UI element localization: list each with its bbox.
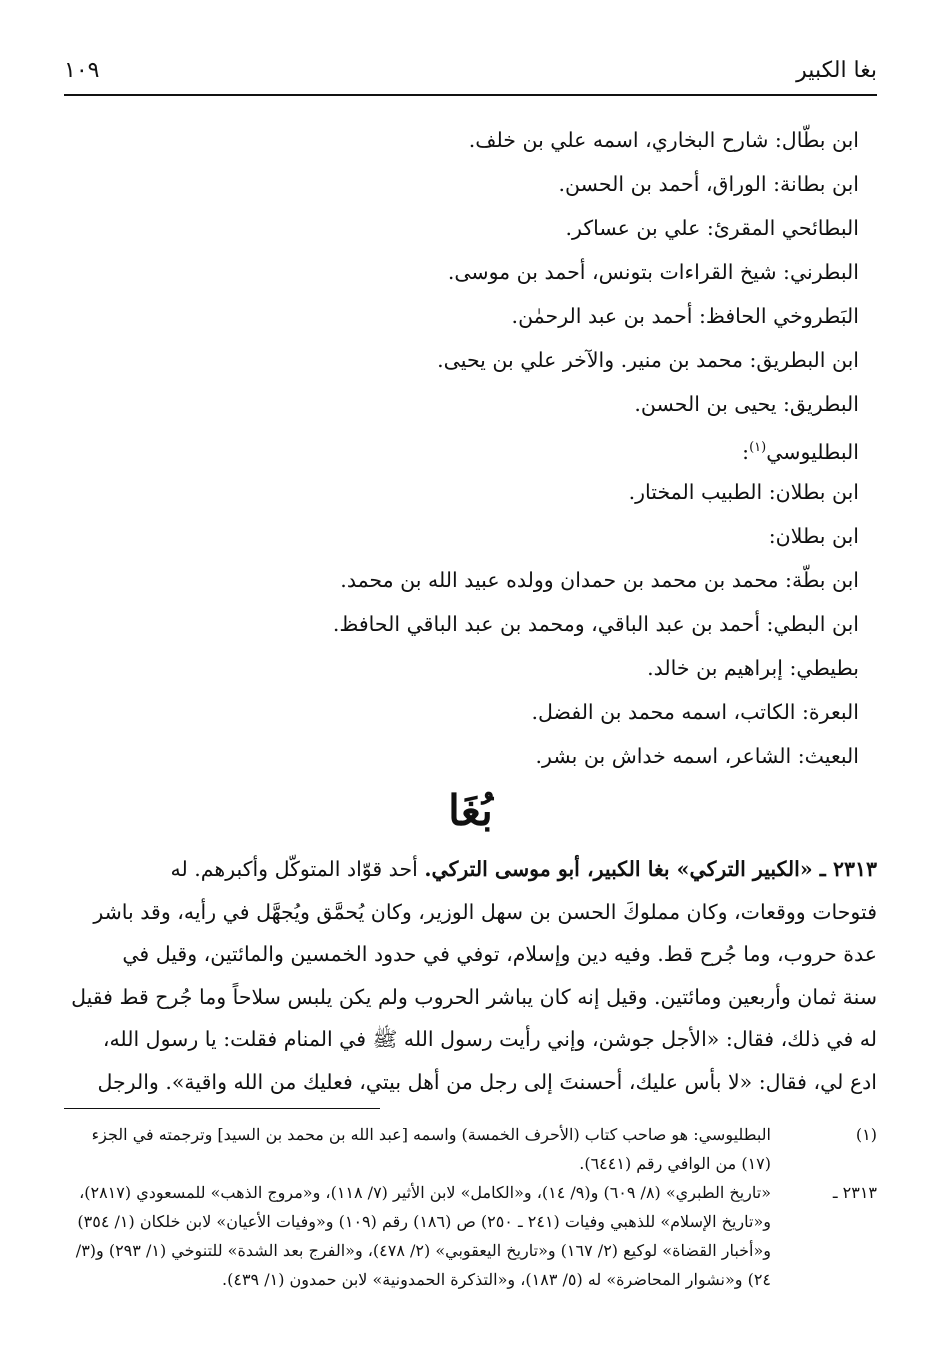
index-entry: البعيث: الشاعر، اسمه خداش بن بشر. [535, 744, 859, 768]
biography-paragraph [64, 848, 877, 1103]
section-heading: بُغَا [448, 786, 493, 835]
footnote-marker: ٢٣١٣ ـ [832, 1183, 877, 1202]
biography-line: له في ذلك، فقال: «الأجل جوشن، وإني رأيت رسول الله ﷺ في المنام فقلت: يا رسول الله، [102, 1027, 877, 1051]
biography-line: ادع لي، فقال: «لا بأس عليك، أحسنتَ إلى رجل من أهل بيتي، فعليك من الله واقية». والرجل [97, 1069, 877, 1094]
biography-line: سنة ثمان وأربعين ومائتين. وقيل إنه كان يباشر الحروب ولم يكن يلبس سلاحاً وما جُرح قط فقيل [71, 984, 877, 1009]
footnote-line: ٢٤) و«نشوار المحاضرة» له (٥/ ١٨٣)، و«التذكرة الحمدونية» لابن حمدون (١/ ٤٣٩). [222, 1270, 771, 1289]
index-entry: ابن البطريق: محمد بن منير. والآخر علي بن يحيى. [437, 348, 859, 372]
index-entry: البطريق: يحيى بن الحسن. [634, 392, 859, 416]
entry-name: البطليوسي [766, 439, 859, 464]
running-header [64, 54, 877, 96]
footnote [60, 1178, 877, 1294]
page-number: ١٠٩ [64, 58, 100, 83]
footnote-reference: (١) [749, 440, 767, 455]
biography-line: فتوحات ووقعات، وكان مملوكَ الحسن بن سهل الوزير، وكان يُحمَّق ويُجهَّل في رأيه، وقد باشر [93, 899, 877, 924]
footnote-separator [64, 1108, 380, 1109]
biography-line: عدة حروب، وما جُرح قط. وفيه دين وإسلام، توفي في حدود الخمسين والمائتين، وقيل في [122, 942, 877, 966]
footnotes [60, 1120, 877, 1294]
index-entry-with-footnote [70, 426, 859, 470]
index-entry: البطرني: شيخ القراءات بتونس، أحمد بن موسى. [447, 260, 859, 284]
footnote [60, 1120, 877, 1178]
index-entry: البعرة: الكاتب، اسمه محمد بن الفضل. [531, 700, 859, 724]
running-title: بغا الكبير [796, 58, 877, 83]
index-entry: ابن بطّال: شارح البخاري، اسمه علي بن خلف. [468, 128, 859, 152]
footnote-line: و«تاريخ الإسلام» للذهبي وفيات (٢٤١ ـ ٢٥٠) ص (١٨٦) رقم (١٠٩) و«وفيات الأعيان» لابن خلكان (١/ ٣٥٤) [77, 1212, 771, 1231]
biography-text: أحد قوّاد المتوكّل وأكبرهم. له [170, 857, 418, 881]
index-entry: ابن البطي: أحمد بن عبد الباقي، ومحمد بن عبد الباقي الحافظ. [332, 612, 859, 636]
index-entry: البَطروخي الحافظ: أحمد بن عبد الرحمٰن. [511, 304, 859, 328]
index-entry: ابن بطلان: الطبيب المختار. [628, 480, 859, 504]
footnote-marker: (١) [855, 1125, 877, 1144]
biography-heading: ٢٣١٣ ـ «الكبير التركي» بغا الكبير، أبو موسى التركي. [424, 857, 877, 881]
footnote-line: و«أخبار القضاة» لوكيع (٢/ ١٦٧) و«تاريخ اليعقوبي» (٢/ ٤٧٨)، و«الفرج بعد الشدة» للتنوخي (١/ ٢٩٣) و(٣/ [75, 1241, 771, 1260]
index-entry: ابن بطلان: [768, 524, 859, 548]
index-entry: ابن بطانة: الوراق، أحمد بن الحسن. [558, 172, 859, 196]
footnote-line: «تاريخ الطبري» (٨/ ٦٠٩) و(٩/ ١٤)، و«الكامل» لابن الأثير (٧/ ١١٨)، و«مروج الذهب» للمسعودي (٢٨١٧)، [79, 1183, 771, 1202]
index-entry: بطيطي: إبراهيم بن خالد. [647, 656, 859, 680]
index-entry: البطائحي المقرئ: علي بن عساكر. [565, 216, 859, 240]
footnote-line: البطليوسي: هو صاحب كتاب (الأحرف الخمسة) واسمه [عبد الله بن محمد بن السيد] وترجمته في الجزء [91, 1125, 771, 1144]
biography-line [64, 848, 877, 891]
footnote-line: (١٧) من الوافي رقم (٦٤٤١). [579, 1154, 771, 1173]
entry-suffix: : [742, 439, 750, 464]
name-index-list [70, 118, 859, 778]
index-entry: ابن بطّة: محمد بن محمد بن حمدان وولده عبيد الله بن محمد. [340, 568, 859, 592]
